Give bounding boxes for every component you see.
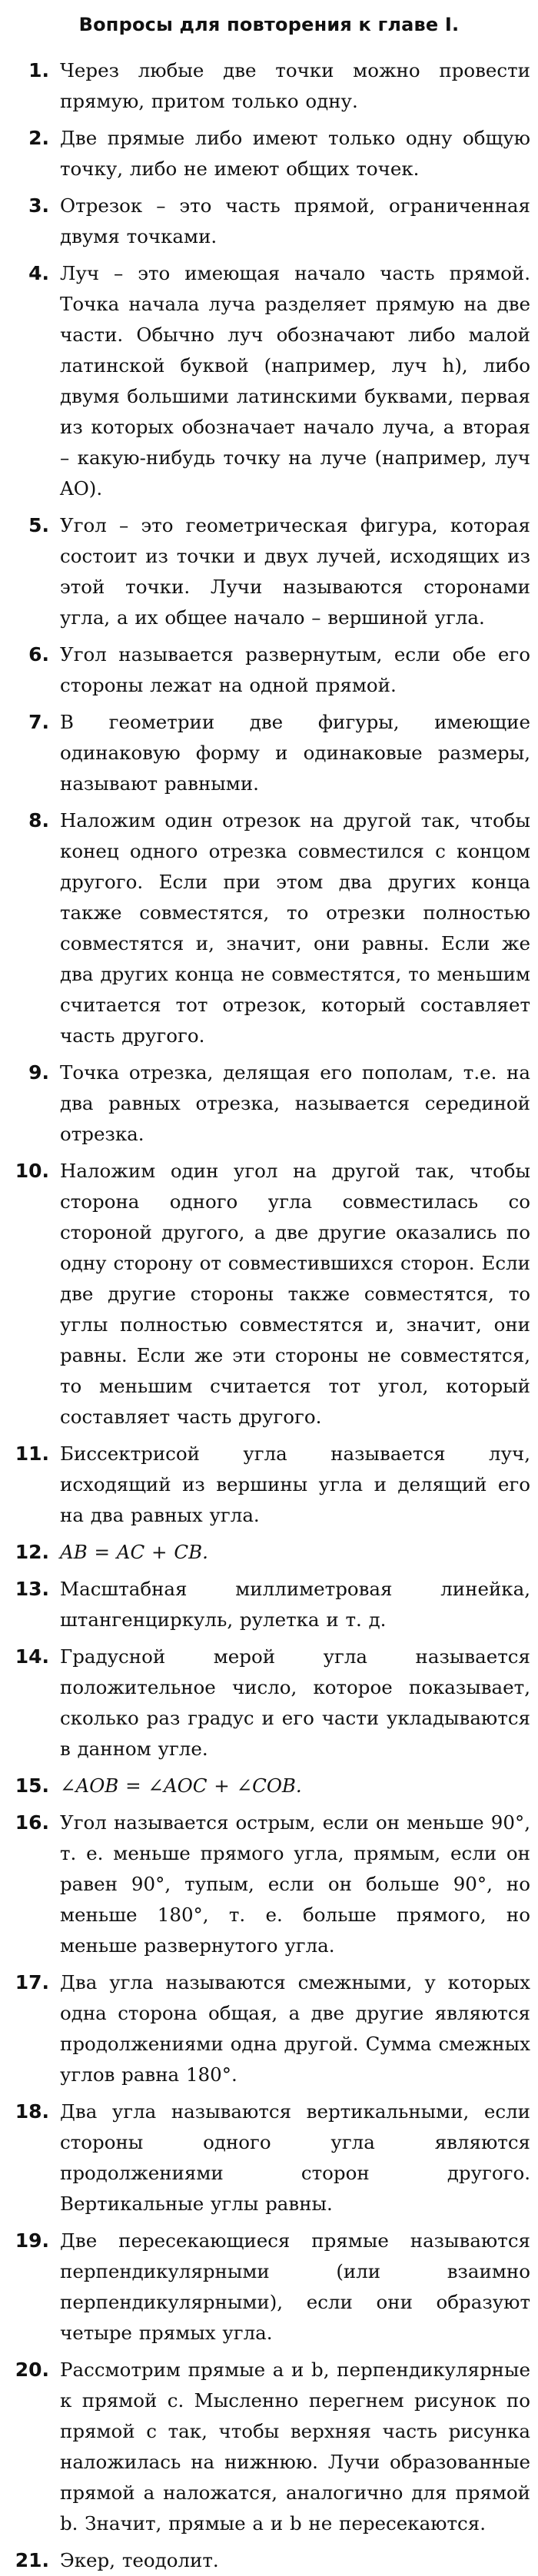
question-text: Угол – это геометрическая фигура, которая состоит из точки и двух лучей, исходящих из этой точки. Лучи называются сторонами угла, а их общее начало – вершиной угла. — [60, 514, 530, 629]
question-item — [8, 1537, 530, 1568]
question-text: Отрезок – это часть прямой, ограниченная двумя точками. — [60, 194, 530, 247]
question-text: Луч – это имеющая начало часть прямой. Точка начала луча разделяет прямую на две части. Обычно луч обозначают либо малой латинской буквой (например, луч h), либо двумя большими латинскими буквами, первая из которых обозначает начало луча, а вторая – какую-нибудь точку на луче (например, луч AO). — [60, 262, 530, 500]
question-item — [8, 805, 530, 1051]
question-number: 16. — [15, 1811, 49, 1834]
question-item — [8, 639, 530, 701]
question-text: Наложим один угол на другой так, чтобы сторона одного угла совместилась со стороной другого, а две другие оказались по одну сторону от совместившихся сторон. Если две другие стороны также совместятся, то углы полностью совместятся и, значит, они равны. Если же эти стороны не совместятся, то меньшим считается тот угол, который составляет часть другого. — [60, 1160, 530, 1428]
question-number: 15. — [15, 1774, 49, 1797]
question-item — [8, 1967, 530, 2090]
question-item — [8, 2355, 530, 2539]
question-item — [8, 707, 530, 799]
question-number: 12. — [15, 1541, 49, 1563]
question-item — [8, 510, 530, 633]
question-text: Биссектрисой угла называется луч, исходящий из вершины угла и делящий его на два равных угла. — [60, 1442, 530, 1526]
question-text: Две пересекающиеся прямые называются перпендикулярными (или взаимно перпендикулярными), если они образуют четыре прямых угла. — [60, 2229, 530, 2344]
question-number: 6. — [28, 643, 49, 666]
question-item — [8, 55, 530, 117]
question-text: ∠AOB = ∠AOC + ∠COB. — [60, 1774, 302, 1797]
question-item — [8, 1439, 530, 1531]
question-number: 9. — [28, 1061, 49, 1084]
question-text: Наложим один отрезок на другой так, чтобы конец одного отрезка совместился с концом другого. Если при этом два других конца также совместятся, то отрезки полностью совместятся и, значит, они равны. Если же два других конца не совместятся, то меньшим считается тот отрезок, который составляет часть другого. — [60, 809, 530, 1047]
question-number: 10. — [15, 1160, 49, 1182]
question-item — [8, 1574, 530, 1635]
question-text: Масштабная миллиметровая линейка, штангенциркуль, рулетка и т. д. — [60, 1578, 530, 1631]
question-item — [8, 1156, 530, 1432]
question-number: 14. — [15, 1645, 49, 1668]
question-text: Угол называется острым, если он меньше 90°, т. е. меньше прямого угла, прямым, если он равен 90°, тупым, если он больше 90°, но меньше 180°, т. е. больше прямого, но меньше развернутого угла. — [60, 1811, 530, 1957]
question-item — [8, 258, 530, 504]
question-item — [8, 1771, 530, 1801]
question-item — [8, 1642, 530, 1764]
question-item — [8, 1808, 530, 1961]
question-number: 4. — [28, 262, 49, 284]
question-item — [8, 123, 530, 184]
question-number: 7. — [28, 711, 49, 733]
question-item — [8, 2226, 530, 2349]
question-text: Два угла называются смежными, у которых одна сторона общая, а две другие являются продолжениями одна другой. Сумма смежных углов равна 180°. — [60, 1971, 530, 2086]
question-text: Два угла называются вертикальными, если стороны одного угла являются продолжениями сторон другого. Вертикальные углы равны. — [60, 2100, 530, 2215]
question-number: 5. — [28, 514, 49, 536]
question-text: Экер, теодолит. — [60, 2549, 219, 2571]
question-item — [8, 2096, 530, 2219]
question-text: Точка отрезка, делящая его пополам, т.е. на два равных отрезка, называется серединой отрезка. — [60, 1061, 530, 1145]
question-number: 20. — [15, 2359, 49, 2381]
question-number: 3. — [28, 194, 49, 217]
page-title: Вопросы для повторения к главе I. — [78, 14, 460, 35]
question-text: Через любые две точки можно провести прямую, притом только одну. — [60, 59, 530, 112]
question-number: 2. — [28, 127, 49, 149]
questions-list — [8, 55, 530, 2576]
question-number: 21. — [15, 2549, 49, 2571]
question-item — [8, 2545, 530, 2576]
question-text: В геометрии две фигуры, имеющие одинаковую форму и одинаковые размеры, называют равными. — [60, 711, 530, 795]
question-number: 1. — [28, 59, 49, 81]
question-text: Угол называется развернутым, если обе его стороны лежат на одной прямой. — [60, 643, 530, 696]
question-text: Градусной мерой угла называется положительное число, которое показывает, сколько раз градус и его части укладываются в данном угле. — [60, 1645, 530, 1760]
question-number: 17. — [15, 1971, 49, 1993]
question-text: AB = AC + CB. — [60, 1541, 208, 1563]
question-text: Две прямые либо имеют только одну общую точку, либо не имеют общих точек. — [60, 127, 530, 180]
question-number: 11. — [15, 1442, 49, 1465]
question-number: 18. — [15, 2100, 49, 2123]
question-text: Рассмотрим прямые a и b, перпендикулярные к прямой c. Мысленно перегнем рисунок по прямой c так, чтобы верхняя часть рисунка наложилась на нижнюю. Лучи образованные прямой a наложатся, аналогично для прямой b. Значит, прямые a и b не пересекаются. — [60, 2359, 530, 2535]
question-item — [8, 1057, 530, 1150]
question-number: 19. — [15, 2229, 49, 2252]
question-number: 13. — [15, 1578, 49, 1600]
question-number: 8. — [28, 809, 49, 832]
question-item — [8, 191, 530, 252]
